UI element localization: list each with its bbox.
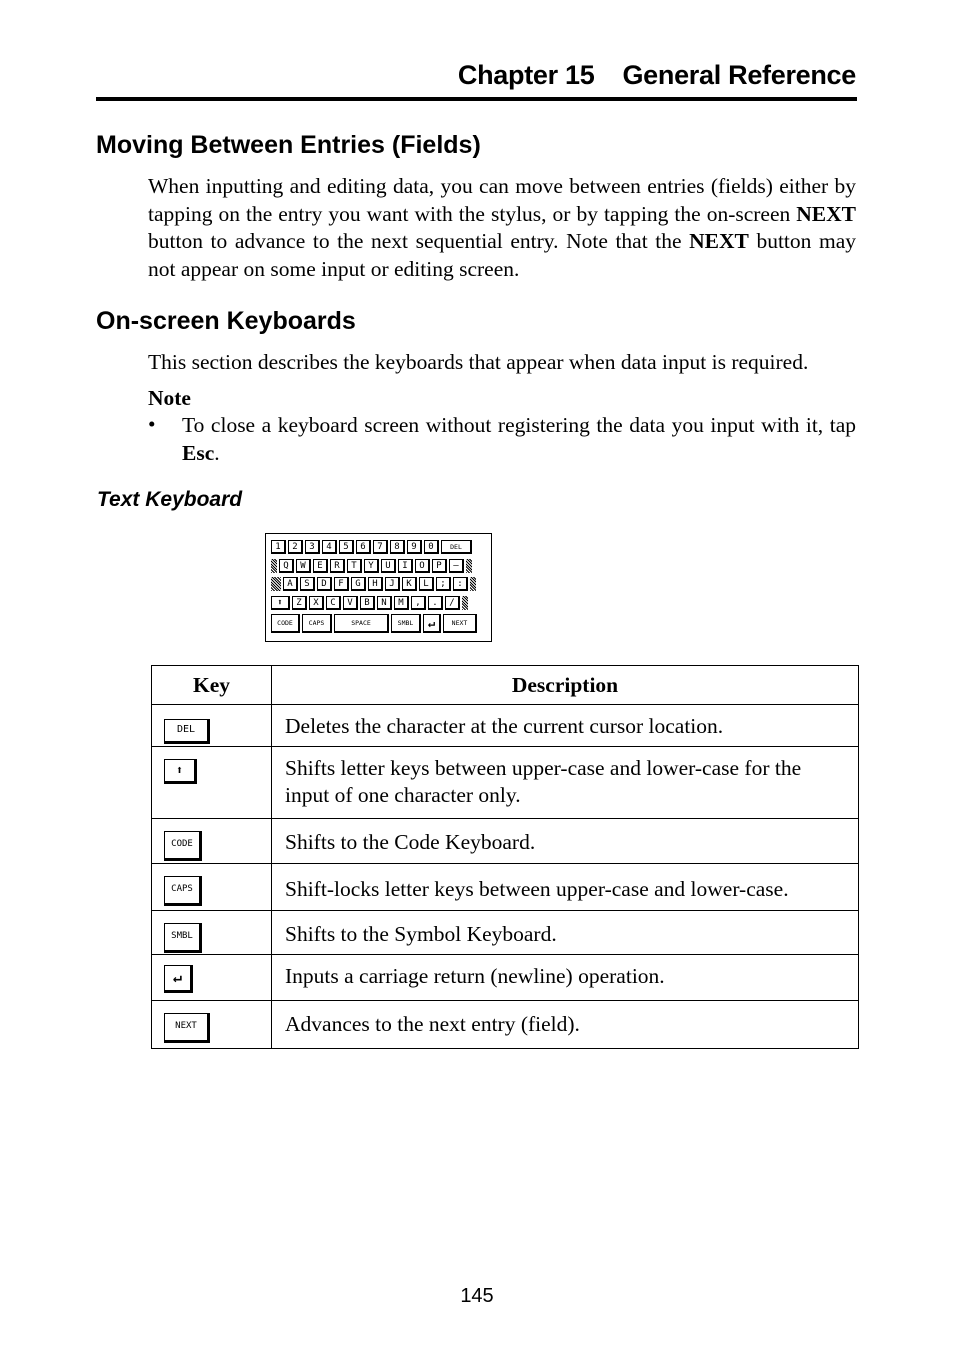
smbl-key-icon: SMBL — [164, 923, 202, 953]
keyboard-dither — [466, 559, 472, 573]
chapter-number: Chapter 15 — [457, 60, 595, 90]
keyboard-key: – — [449, 559, 464, 573]
keyboard-dither — [470, 577, 476, 591]
section-heading-moving: Moving Between Entries (Fields) — [96, 131, 481, 159]
shift-key-icon: ⬆ — [164, 759, 197, 784]
keyboard-key: 0 — [424, 540, 439, 554]
table-row — [152, 705, 859, 747]
keyboards-intro: This section describes the keyboards that appear when data input is required. — [148, 350, 809, 374]
table-cell-description: Shifts to the Code Keyboard. — [272, 819, 859, 864]
keyboard-key: M — [394, 596, 409, 610]
keyboard-key: F — [334, 577, 349, 591]
note-text: To close a keyboard screen without registering the data you input with it, tap Esc. — [182, 413, 856, 465]
keyboard-key: Z — [292, 596, 307, 610]
keyboard-key: P — [432, 559, 447, 573]
keyboard-key-shift: ⬆ — [271, 596, 290, 610]
keyboard-key: : — [453, 577, 468, 591]
table-header-description: Description — [272, 666, 859, 705]
keyboard-key-next: NEXT — [443, 614, 477, 633]
keyboard-key: R — [330, 559, 345, 573]
keyboard-row-4 — [271, 596, 470, 610]
table-cell-description: Inputs a carriage return (newline) operation. — [272, 955, 859, 1001]
bullet-icon: • — [148, 412, 156, 436]
keyboard-key: B — [360, 596, 375, 610]
keyboard-row-2 — [271, 559, 474, 573]
keyboard-key: / — [445, 596, 460, 610]
keyboard-key: Y — [364, 559, 379, 573]
keyboard-key: A — [283, 577, 298, 591]
keyboard-key-caps: CAPS — [302, 614, 332, 633]
keyboard-key: . — [428, 596, 443, 610]
keyboard-key: , — [411, 596, 426, 610]
keyboard-key-code: CODE — [271, 614, 300, 633]
keyboard-key: 4 — [322, 540, 337, 554]
keyboard-dither — [271, 559, 277, 573]
table-cell-description: Shifts letter keys between upper-case and lower-case for the input of one character only. — [272, 747, 859, 819]
caps-key-icon: CAPS — [164, 876, 202, 906]
note-title: Note — [148, 386, 191, 410]
section-moving-paragraph: When inputting and editing data, you can move between entries (fields) either by tapping on the entry you want with the stylus, or by tapping the on-screen NEXT button to advance to the next sequential entry. Note that the NEXT button may not appear on some input or editing screen. — [148, 174, 857, 281]
keyboard-key-space: SPACE — [334, 614, 389, 633]
keyboard-row-5 — [271, 614, 479, 633]
key-description-table — [151, 665, 859, 1049]
keyboard-key-smbl: SMBL — [391, 614, 421, 633]
keyboard-key: 9 — [407, 540, 422, 554]
keyboard-key: H — [368, 577, 383, 591]
keyboard-key: 1 — [271, 540, 286, 554]
header-rule — [96, 97, 857, 101]
table-row — [152, 747, 859, 819]
subsection-heading-text-keyboard: Text Keyboard — [97, 488, 243, 511]
keyboard-key: W — [296, 559, 311, 573]
keyboard-key: 2 — [288, 540, 303, 554]
keyboard-key: 3 — [305, 540, 320, 554]
keyboard-key: V — [343, 596, 358, 610]
keyboard-key: 6 — [356, 540, 371, 554]
table-row — [152, 864, 859, 911]
table-cell-description: Advances to the next entry (field). — [272, 1001, 859, 1049]
keyboard-key: X — [309, 596, 324, 610]
keyboard-key: T — [347, 559, 362, 573]
page-number: 145 — [460, 1285, 494, 1307]
keyboard-key: Q — [279, 559, 294, 573]
table-header-row — [152, 666, 859, 705]
keyboard-key: I — [398, 559, 413, 573]
keyboard-dither — [271, 577, 281, 591]
table-cell-description: Deletes the character at the current cursor location. — [272, 705, 859, 747]
keyboard-key: 5 — [339, 540, 354, 554]
text-keyboard-image — [265, 533, 492, 642]
table-row — [152, 819, 859, 864]
keyboard-key-del: DEL — [441, 540, 472, 554]
keyboard-row-3 — [271, 577, 478, 591]
keyboard-key: ; — [436, 577, 451, 591]
keyboard-key: N — [377, 596, 392, 610]
keyboard-key: D — [317, 577, 332, 591]
keyboard-row-1 — [271, 540, 474, 554]
keyboard-key: E — [313, 559, 328, 573]
chapter-title: General Reference — [622, 60, 856, 90]
keyboard-key: O — [415, 559, 430, 573]
keyboard-key: S — [300, 577, 315, 591]
next-key-icon: NEXT — [164, 1013, 210, 1043]
keyboard-key: J — [385, 577, 400, 591]
keyboard-key: L — [419, 577, 434, 591]
table-row — [152, 911, 859, 955]
return-key-icon: ↵ — [164, 965, 193, 993]
section-heading-keyboards: On-screen Keyboards — [96, 307, 356, 335]
keyboard-key: G — [351, 577, 366, 591]
del-key-icon: DEL — [164, 719, 210, 744]
code-key-icon: CODE — [164, 831, 202, 861]
keyboard-key-return: ↵ — [423, 614, 441, 633]
keyboard-key: 8 — [390, 540, 405, 554]
keyboard-dither — [462, 596, 468, 610]
keyboard-key: 7 — [373, 540, 388, 554]
keyboard-key: K — [402, 577, 417, 591]
keyboard-key: U — [381, 559, 396, 573]
keyboard-key: C — [326, 596, 341, 610]
chapter-header — [96, 60, 856, 91]
table-cell-description: Shift-locks letter keys between upper-case and lower-case. — [272, 864, 859, 911]
table-row — [152, 1001, 859, 1049]
table-cell-description: Shifts to the Symbol Keyboard. — [272, 911, 859, 955]
table-header-key: Key — [152, 666, 272, 705]
table-row — [152, 955, 859, 1001]
